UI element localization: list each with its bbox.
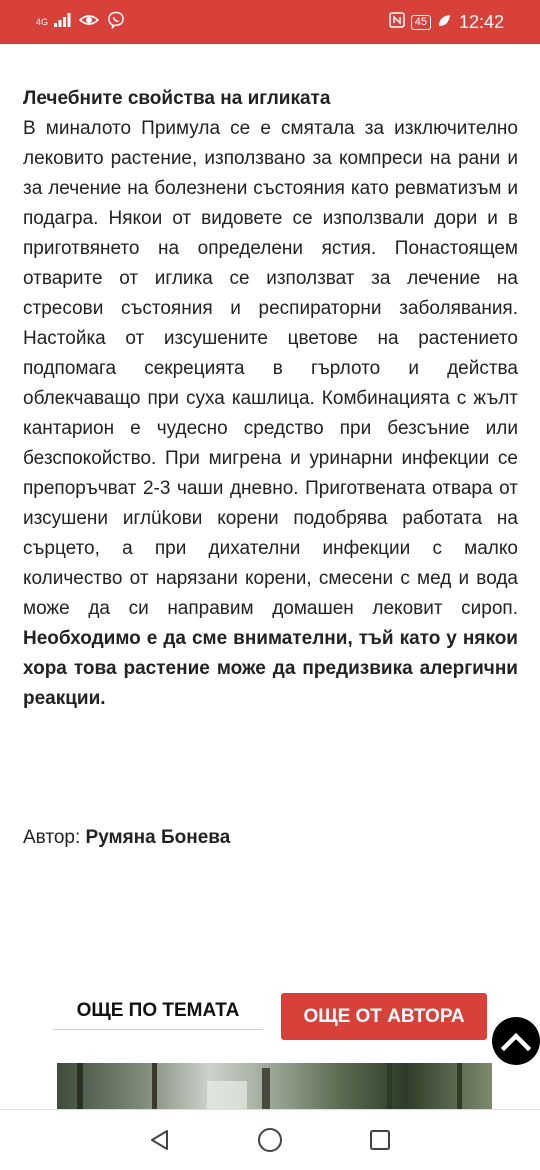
- thumbnail-image: [57, 1063, 492, 1109]
- network-type-label: 4G: [36, 16, 49, 27]
- eye-icon: [79, 12, 99, 33]
- viber-icon: [107, 11, 125, 34]
- article-content: [23, 84, 518, 714]
- recents-button[interactable]: [365, 1125, 395, 1155]
- article-paragraph: В миналото Примула се е смятала за изключително лековито растение, използвано за компреси на рани и за лечение на болезнени състояния като ревматизъм и подагра. Някои от видовете се използвали дори и в приготвянето на определени ястия. Понастоящем отварите от иглика се използват за лечение на стресови състояния и респираторни заболявания. Настойка от изсушените цветове на растението подпомага секрецията в гърлото и действа облекчаващо при суха кашлица. Комбинацията с жълт кантарион е чудесно средство при безсъние или безспокойство. При мигрена и уринарни инфекции се препоръчват 2-3 чаши дневно. Приготвената отвара от изсушени иглükови корени подобрява работата на сърцето, а при дихателни инфекции с малко количество от нарязани корени, смесени с мед и вода може да си направим домашен лековит сироп.: [23, 118, 518, 619]
- status-left: [36, 11, 125, 34]
- article-body: [23, 114, 518, 714]
- article-heading: Лечебните свойства на игликата: [23, 88, 331, 109]
- author-label: Автор:: [23, 827, 81, 848]
- signal-icon: [53, 12, 71, 33]
- clock: 12:42: [458, 11, 504, 32]
- chevron-up-icon: [501, 1031, 531, 1051]
- home-circle-icon: [257, 1127, 283, 1153]
- system-nav-bar: [0, 1109, 540, 1170]
- home-button[interactable]: [255, 1125, 285, 1155]
- author-line: [23, 824, 230, 852]
- tab-related-topics[interactable]: ОЩЕ ПО ТЕМАТА: [53, 994, 263, 1030]
- tab-more-by-author[interactable]: ОЩЕ ОТ АВТОРА: [281, 993, 487, 1040]
- article-warning: Необходимо е да сме внимателни, тъй като у някои хора това растение може да предизвика алергични реакции.: [23, 628, 518, 709]
- leaf-icon: [437, 12, 451, 33]
- back-triangle-icon: [148, 1128, 172, 1152]
- status-bar: [0, 0, 540, 44]
- recents-square-icon: [368, 1128, 392, 1152]
- back-button[interactable]: [145, 1125, 175, 1155]
- related-article-thumbnail[interactable]: [57, 1063, 492, 1109]
- battery-icon: 45: [411, 15, 431, 30]
- status-right: [389, 12, 504, 33]
- author-name[interactable]: Румяна Бонева: [85, 827, 231, 848]
- scroll-to-top-button[interactable]: [492, 1017, 540, 1065]
- nfc-icon: [389, 12, 405, 33]
